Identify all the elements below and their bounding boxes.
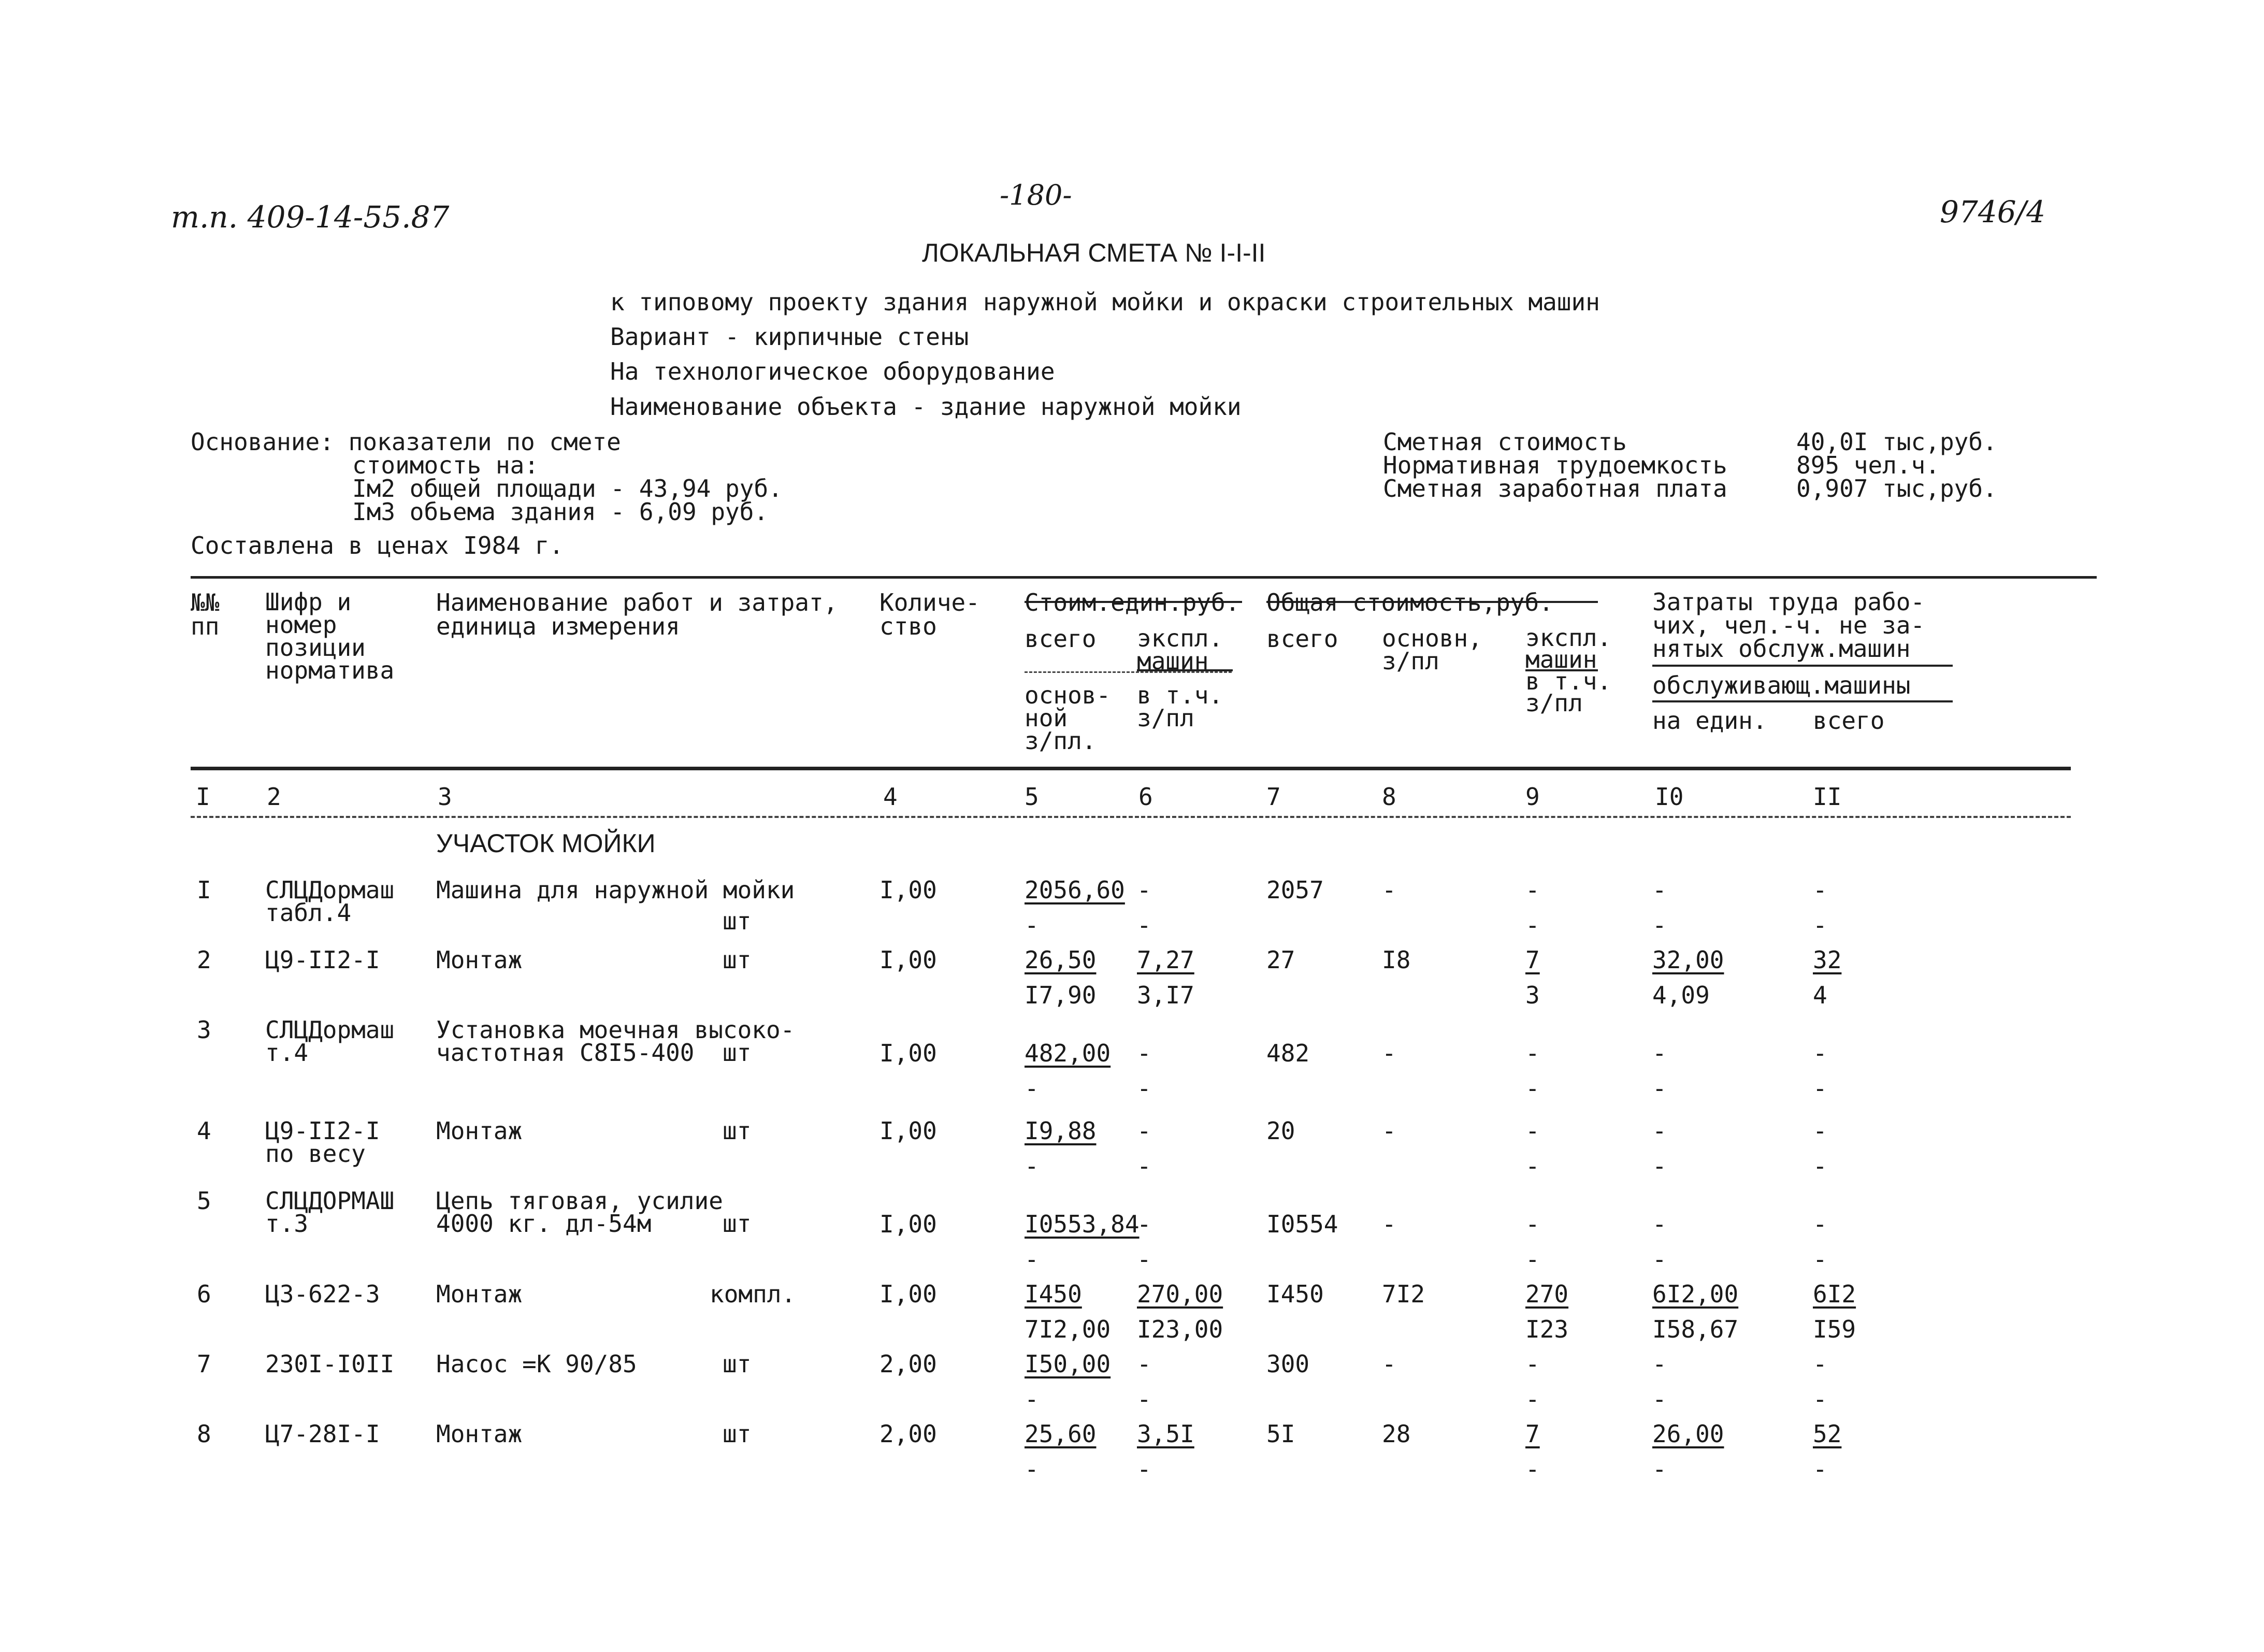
row-c8-wage: - (1382, 1117, 1396, 1145)
row-c9-bottom: - (1525, 1245, 1540, 1273)
row-name: Установка моечная высоко- (436, 1016, 795, 1044)
header-unit-cost: Стоим.един.руб. (1025, 588, 1240, 616)
row-number: 5 (197, 1187, 211, 1215)
row-c10-bottom: - (1652, 1245, 1667, 1273)
row-c8-wage: - (1382, 1210, 1396, 1238)
row-code: 230I-I0II (265, 1350, 395, 1378)
summary-value: 895 чел.ч. (1796, 451, 1940, 479)
summary-label: Сметная заработная плата (1383, 475, 1727, 502)
labor-sub-rule (1652, 700, 1953, 702)
subtitle-variant: Вариант - кирпичные стены (610, 323, 969, 351)
col-number: 3 (438, 783, 452, 811)
row-code: т.3 (265, 1210, 309, 1238)
table-top-rule (191, 576, 2097, 579)
row-c7-total: 482 (1266, 1039, 1310, 1067)
summary-label: Сметная стоимость (1383, 428, 1627, 456)
row-quantity: I,00 (879, 1210, 937, 1238)
col-number: 6 (1138, 783, 1153, 811)
subtitle-object: Наименование объекта - здание наружной мойки (610, 393, 1242, 421)
numbers-bottom-rule (191, 816, 2071, 818)
row-code: т.4 (265, 1039, 309, 1067)
row-c7-total: I0554 (1266, 1210, 1338, 1238)
row-c10-bottom: - (1652, 1074, 1667, 1102)
row-number: 4 (197, 1117, 211, 1145)
header-qty: Количе- ство (879, 588, 980, 640)
row-c11-bottom: 4 (1813, 981, 1827, 1009)
row-c8-wage: 7I2 (1382, 1280, 1425, 1308)
sheet-code: 9746/4 (1940, 194, 2046, 229)
row-c8-wage: I8 (1382, 946, 1411, 974)
row-code: по весу (265, 1140, 366, 1168)
col-number: II (1813, 783, 1842, 811)
row-c7-total: 5I (1266, 1420, 1295, 1448)
row-c5-bottom: - (1025, 1385, 1039, 1413)
header-c8-wage: основн, з/пл (1382, 624, 1482, 675)
header-name: Наименование работ и затрат, единица измерения (436, 588, 838, 640)
col-number: I (196, 783, 210, 811)
col-number: 4 (883, 783, 898, 811)
row-c6-top: - (1137, 1350, 1151, 1378)
row-c9-top: - (1525, 876, 1540, 904)
subtitle-project: к типовому проекту здания наружной мойки и окраски строительных машин (610, 288, 1600, 316)
row-c11-top: 6I2 (1813, 1280, 1856, 1308)
row-unit: шт (723, 907, 752, 935)
col-number: 7 (1266, 783, 1281, 811)
row-c5-bottom: - (1025, 1245, 1039, 1273)
subtitle-scope: На технологическое оборудование (610, 357, 1055, 385)
header-c11-total: всего (1813, 707, 1885, 735)
header-labor: Затраты труда рабо- чих, чел.-ч. не за- нятых обслуж.машин (1652, 588, 1925, 663)
header-c10-per-unit: на един. (1652, 707, 1767, 735)
row-code: Ц7-28I-I (265, 1420, 380, 1448)
row-c6-top: - (1137, 1210, 1151, 1238)
row-c9-top: - (1525, 1117, 1540, 1145)
row-c11-top: - (1813, 876, 1827, 904)
row-unit: шт (723, 1420, 752, 1448)
row-name: Машина для наружной мойки (436, 876, 795, 904)
row-number: I (197, 876, 211, 904)
row-number: 8 (197, 1420, 211, 1448)
row-c11-bottom: - (1813, 1152, 1827, 1180)
row-quantity: I,00 (879, 876, 937, 904)
row-name: Монтаж (436, 1420, 523, 1448)
row-number: 7 (197, 1350, 211, 1378)
header-c6-wage: в т.ч. з/пл (1137, 681, 1223, 732)
row-c8-wage: - (1382, 1350, 1396, 1378)
row-number: 6 (197, 1280, 211, 1308)
header-c5-total: всего (1025, 625, 1097, 653)
summary-label: Нормативная трудоемкость (1383, 451, 1727, 479)
basis-line: Основание: показатели по смете (191, 428, 621, 456)
row-c10-bottom: - (1652, 911, 1667, 939)
row-unit: шт (723, 946, 752, 974)
row-c11-bottom: I59 (1813, 1315, 1856, 1343)
row-unit: шт (723, 1039, 752, 1067)
row-c9-top: 270 (1525, 1280, 1569, 1308)
row-quantity: I,00 (879, 946, 937, 974)
row-c5-top: 2056,60 (1025, 876, 1125, 904)
row-c9-top: 7 (1525, 946, 1540, 974)
row-c6-top: - (1137, 1039, 1151, 1067)
row-code: Ц9-II2-I (265, 946, 380, 974)
row-name: Цепь тяговая, усилие (436, 1187, 723, 1215)
row-c5-top: 482,00 (1025, 1039, 1111, 1067)
row-quantity: 2,00 (879, 1420, 937, 1448)
row-c5-bottom: 7I2,00 (1025, 1315, 1111, 1343)
row-c7-total: I450 (1266, 1280, 1324, 1308)
row-quantity: I,00 (879, 1117, 937, 1145)
row-c11-top: - (1813, 1117, 1827, 1145)
header-c7-total: всего (1266, 625, 1338, 653)
row-c10-bottom: - (1652, 1152, 1667, 1180)
row-c8-wage: - (1382, 876, 1396, 904)
row-c11-bottom: - (1813, 1245, 1827, 1273)
row-c6-top: - (1137, 1117, 1151, 1145)
row-c11-bottom: - (1813, 1455, 1827, 1483)
row-code: Ц3-622-3 (265, 1280, 380, 1308)
row-c10-top: - (1652, 876, 1667, 904)
row-c10-bottom: 4,09 (1652, 981, 1710, 1009)
row-c9-top: - (1525, 1039, 1540, 1067)
row-c6-bottom: - (1137, 1385, 1151, 1413)
project-code: т.п. 409-14-55.87 (171, 199, 450, 235)
header-labor-sub: обслуживающ.машины (1652, 671, 1911, 699)
row-c6-bottom: - (1137, 1074, 1151, 1102)
row-c5-bottom: I7,90 (1025, 981, 1097, 1009)
labor-rule (1652, 665, 1953, 667)
row-c6-bottom: - (1137, 1455, 1151, 1483)
row-name: Монтаж (436, 1280, 523, 1308)
page-number: -180- (1000, 179, 1072, 211)
row-c5-bottom: - (1025, 911, 1039, 939)
row-c7-total: 2057 (1266, 876, 1324, 904)
row-code: СЛЦДОРМАШ (265, 1187, 395, 1215)
row-c5-top: I50,00 (1025, 1350, 1111, 1378)
row-quantity: I,00 (879, 1039, 937, 1067)
row-c10-top: - (1652, 1039, 1667, 1067)
row-c9-top: 7 (1525, 1420, 1540, 1448)
row-c10-top: - (1652, 1117, 1667, 1145)
row-number: 2 (197, 946, 211, 974)
row-c6-bottom: I23,00 (1137, 1315, 1223, 1343)
row-c11-bottom: - (1813, 911, 1827, 939)
row-c5-top: I0553,84 (1025, 1210, 1140, 1238)
header-c5-wage: основ- ной з/пл. (1025, 681, 1111, 755)
header-code: Шифр и номер позиции норматива (265, 588, 395, 684)
header-bottom-rule (191, 767, 2071, 770)
row-c10-top: 32,00 (1652, 946, 1724, 974)
row-c5-top: I9,88 (1025, 1117, 1097, 1145)
basis-line: стоимость на: (352, 451, 539, 479)
col-number: 2 (267, 783, 281, 811)
row-c11-top: 52 (1813, 1420, 1842, 1448)
row-unit: компл. (710, 1280, 796, 1308)
row-c10-top: 26,00 (1652, 1420, 1724, 1448)
row-c6-top: 270,00 (1137, 1280, 1223, 1308)
row-c9-bottom: - (1525, 1455, 1540, 1483)
header-c6-machines: экспл. машин (1137, 624, 1223, 675)
row-c11-bottom: - (1813, 1074, 1827, 1102)
row-code: Ц9-II2-I (265, 1117, 380, 1145)
row-name: Насос =К 90/85 (436, 1350, 637, 1378)
row-c11-top: - (1813, 1039, 1827, 1067)
row-name: частотная С8I5-400 (436, 1039, 695, 1067)
basis-line: Iм3 обьема здания - 6,09 руб. (352, 498, 769, 526)
row-c9-bottom: I23 (1525, 1315, 1569, 1343)
row-c10-bottom: - (1652, 1455, 1667, 1483)
row-c6-top: - (1137, 876, 1151, 904)
row-c6-top: 7,27 (1137, 946, 1194, 974)
row-c6-bottom: - (1137, 1152, 1151, 1180)
row-c9-top: - (1525, 1210, 1540, 1238)
col-number: 5 (1025, 783, 1039, 811)
col-number: 9 (1525, 783, 1540, 811)
row-c10-bottom: - (1652, 1385, 1667, 1413)
row-quantity: I,00 (879, 1280, 937, 1308)
basis-line: Iм2 общей площади - 43,94 руб. (352, 475, 783, 502)
row-c5-bottom: - (1025, 1152, 1039, 1180)
col-number: I0 (1655, 783, 1684, 811)
row-code: табл.4 (265, 899, 352, 927)
row-c6-bottom: - (1137, 1245, 1151, 1273)
row-quantity: 2,00 (879, 1350, 937, 1378)
row-c10-top: 6I2,00 (1652, 1280, 1739, 1308)
row-c6-bottom: 3,I7 (1137, 981, 1194, 1009)
row-unit: шт (723, 1117, 752, 1145)
row-name: 4000 кг. дл-54м (436, 1210, 652, 1238)
row-c10-bottom: I58,67 (1652, 1315, 1739, 1343)
row-c9-bottom: - (1525, 1385, 1540, 1413)
row-c9-bottom: - (1525, 1074, 1540, 1102)
row-c11-bottom: - (1813, 1385, 1827, 1413)
row-c7-total: 20 (1266, 1117, 1295, 1145)
row-unit: шт (723, 1350, 752, 1378)
document-title: ЛОКАЛЬНАЯ СМЕТА № I-I-II (922, 238, 1266, 267)
col-number: 8 (1382, 783, 1396, 811)
row-c6-top: 3,5I (1137, 1420, 1194, 1448)
section-title: УЧАСТОК МОЙКИ (436, 829, 656, 858)
header-c9-machines: экспл. машин в т.ч. з/пл (1525, 624, 1612, 717)
row-c9-bottom: - (1525, 1152, 1540, 1180)
summary-value: 40,0I тыс,руб. (1796, 428, 1997, 456)
row-c10-top: - (1652, 1350, 1667, 1378)
row-c5-bottom: - (1025, 1455, 1039, 1483)
prices-year: Составлена в ценах I984 г. (191, 531, 564, 559)
row-c6-bottom: - (1137, 911, 1151, 939)
row-c9-top: - (1525, 1350, 1540, 1378)
row-c8-wage: - (1382, 1039, 1396, 1067)
row-name: Монтаж (436, 1117, 523, 1145)
row-c8-wage: 28 (1382, 1420, 1411, 1448)
row-name: Монтаж (436, 946, 523, 974)
header-total-cost: Общая стоимость,руб. (1266, 588, 1553, 616)
header-num: №№ пп (191, 588, 220, 640)
row-unit: шт (723, 1210, 752, 1238)
row-c9-bottom: - (1525, 911, 1540, 939)
row-c5-bottom: - (1025, 1074, 1039, 1102)
summary-value: 0,907 тыс,руб. (1796, 475, 1997, 502)
row-c5-top: 25,60 (1025, 1420, 1097, 1448)
row-c10-top: - (1652, 1210, 1667, 1238)
row-c11-top: - (1813, 1210, 1827, 1238)
row-c5-top: I450 (1025, 1280, 1082, 1308)
row-c9-bottom: 3 (1525, 981, 1540, 1009)
row-c11-top: - (1813, 1350, 1827, 1378)
row-c5-top: 26,50 (1025, 946, 1097, 974)
row-number: 3 (197, 1016, 211, 1044)
row-c7-total: 300 (1266, 1350, 1310, 1378)
row-code: СЛЦДормаш (265, 1016, 395, 1044)
row-c11-top: 32 (1813, 946, 1842, 974)
row-c7-total: 27 (1266, 946, 1295, 974)
row-code: СЛЦДормаш (265, 876, 395, 904)
